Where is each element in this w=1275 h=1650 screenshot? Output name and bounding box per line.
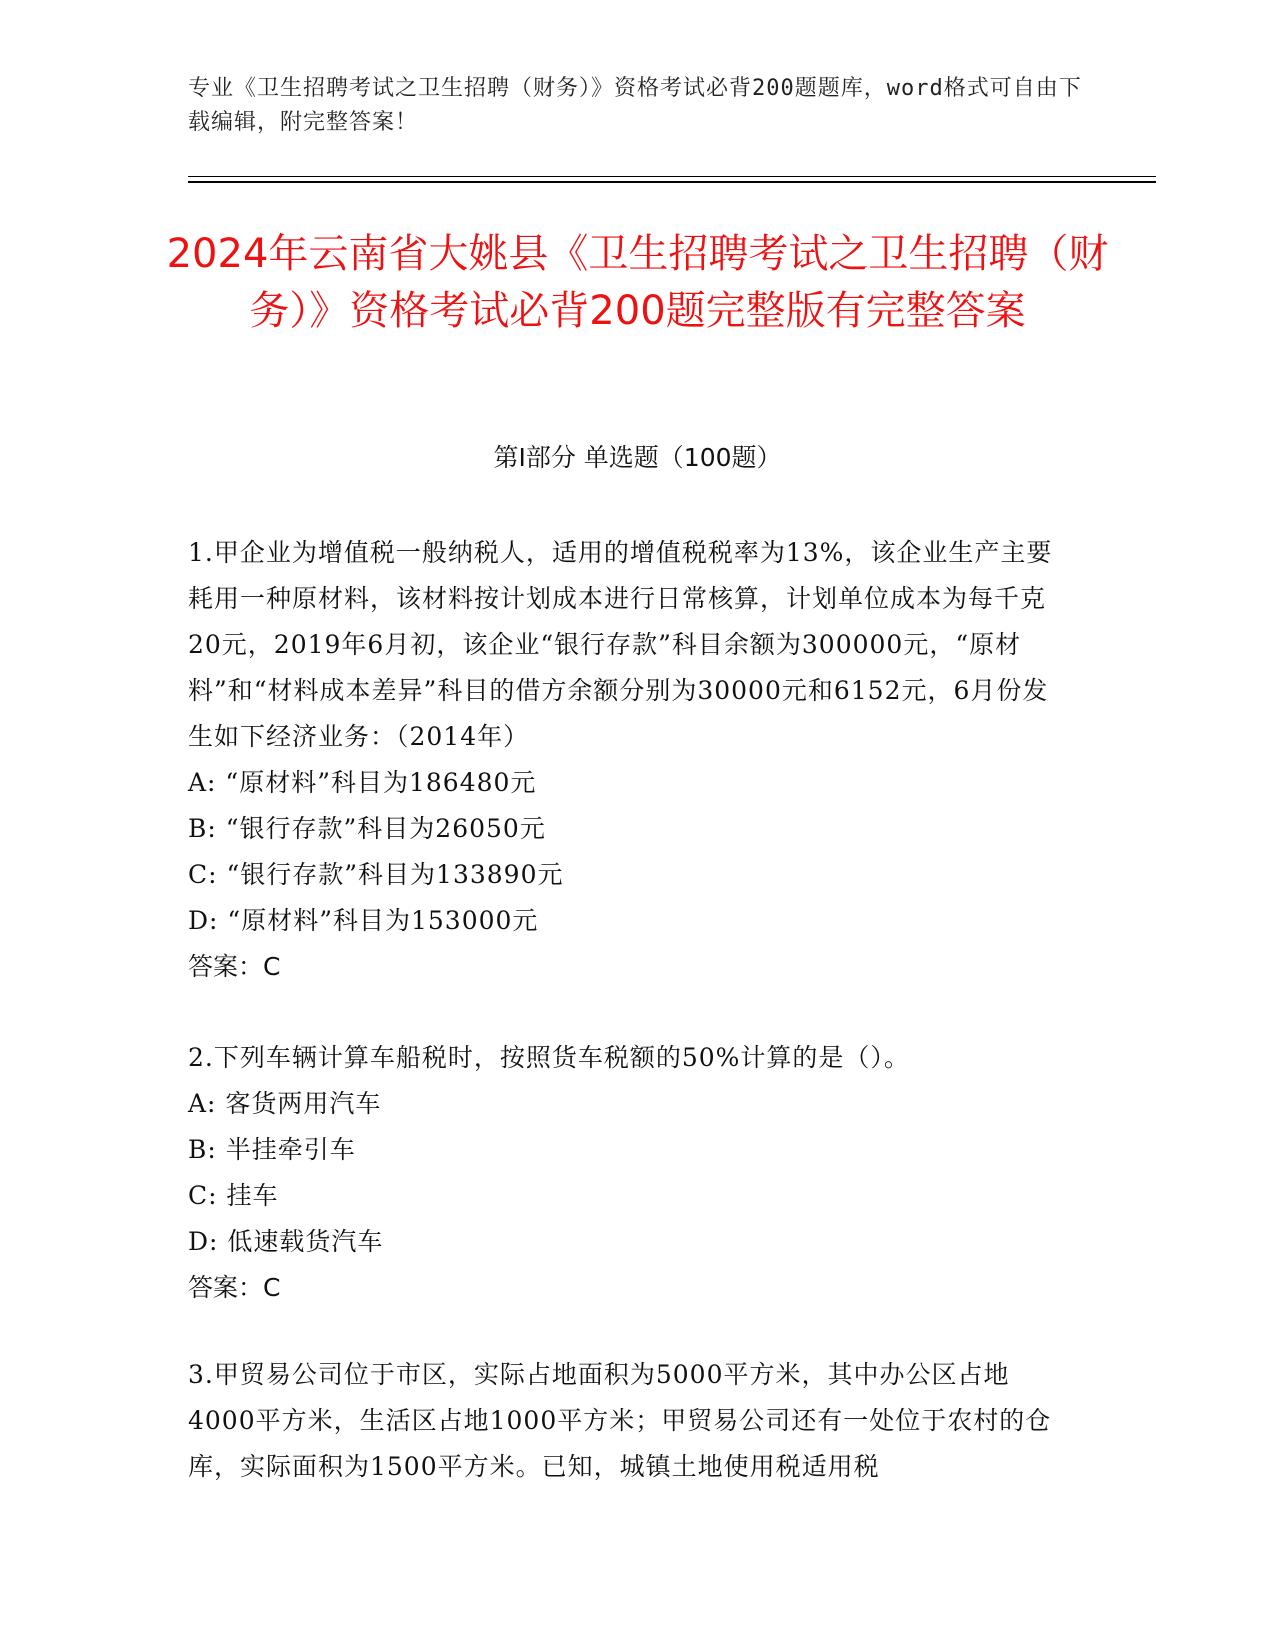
option-a: A: “原材料”科目为186480元 [188,768,537,797]
answer-label: 答案：C [188,952,281,981]
option-c: C: 挂车 [188,1181,279,1210]
question-1 [188,530,1073,990]
header-divider-thin [188,176,1156,177]
document-title: 2024年云南省大姚县《卫生招聘考试之卫生招聘（财务）》资格考试必背200题完整版有完整答案 [166,231,1109,334]
question-stem: 2.下列车辆计算车船税时，按照货车税额的50%计算的是（）。 [188,1043,910,1072]
header-note: 专业《卫生招聘考试之卫生招聘（财务）》资格考试必背200题题库，word格式可自由下载编辑，附完整答案！ [188,76,1082,135]
answer-label: 答案：C [188,1273,281,1302]
section-title: 第Ⅰ部分 单选题（100题） [493,443,782,472]
question-2 [188,1035,1073,1311]
option-a: A: 客货两用汽车 [188,1089,382,1118]
option-c: C: “银行存款”科目为133890元 [188,860,564,889]
question-3 [188,1352,1073,1490]
option-b: B: “银行存款”科目为26050元 [188,814,546,843]
question-stem: 3.甲贸易公司位于市区，实际占地面积为5000平方米，其中办公区占地4000平方米，生活区占地1000平方米；甲贸易公司还有一处位于农村的仓库，实际面积为1500平方米。已知，城镇土地使用税适用税 [188,1360,1052,1481]
option-d: D: 低速载货汽车 [188,1227,384,1256]
header-divider-thick [188,181,1156,183]
question-stem: 1.甲企业为增值税一般纳税人，适用的增值税税率为13%，该企业生产主要耗用一种原材料，该材料按计划成本进行日常核算，计划单位成本为每千克20元，2019年6月初，该企业“银行存款”科目余额为300000元，“原材料”和“材料成本差异”科目的借方余额分别为30000元和6152元，6月份发生如下经济业务：（2014年） [188,538,1053,751]
option-b: B: 半挂牵引车 [188,1135,356,1164]
option-d: D: “原材料”科目为153000元 [188,906,539,935]
